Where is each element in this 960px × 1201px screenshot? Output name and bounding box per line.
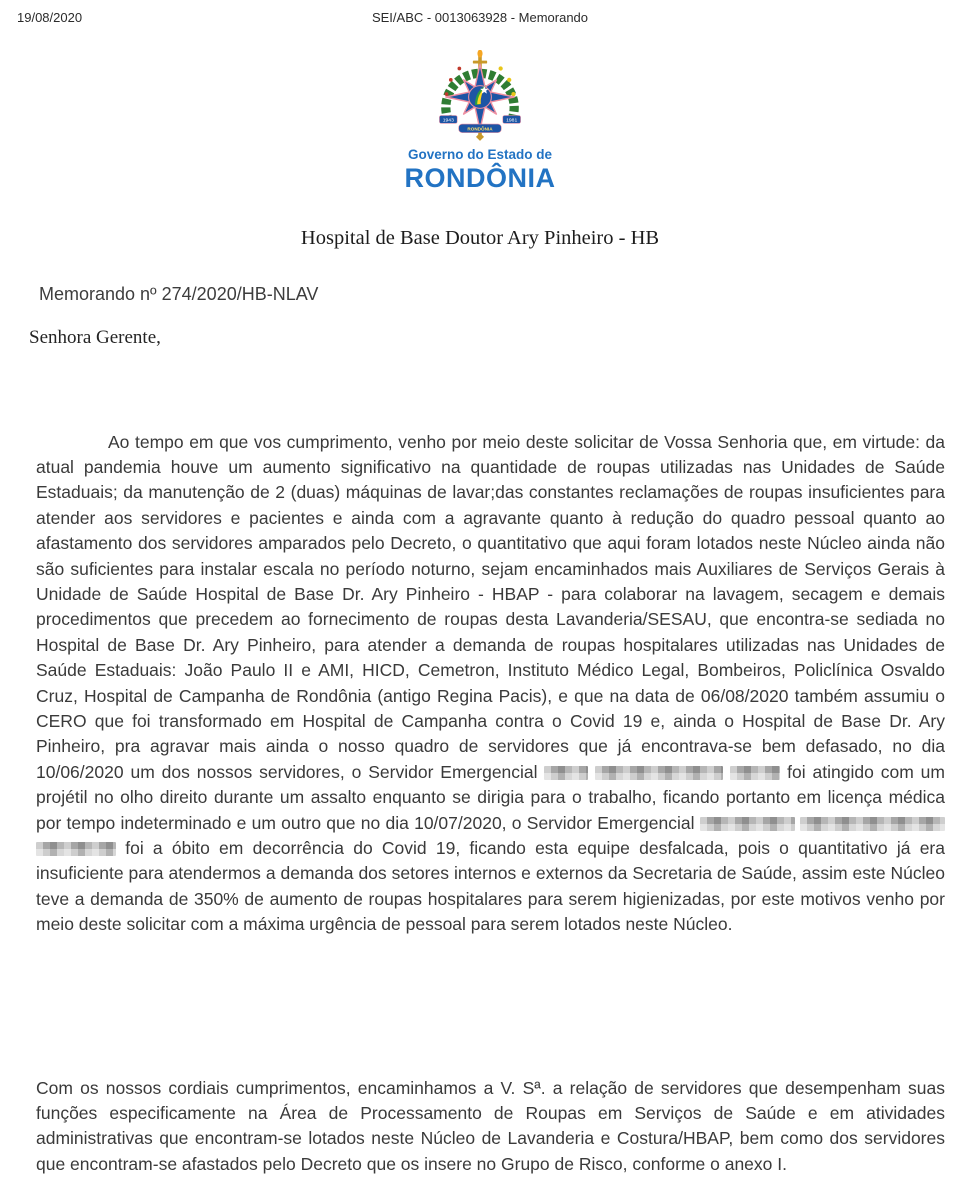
- redacted-name: [700, 817, 795, 831]
- memo-number: Memorando nº 274/2020/HB-NLAV: [39, 284, 319, 304]
- print-document-reference: SEI/ABC - 0013063928 - Memorando: [371, 10, 589, 25]
- letterhead-government-line: Governo do Estado de: [407, 147, 553, 162]
- salutation: Senhora Gerente,: [29, 327, 161, 348]
- letterhead-state-name: RONDÔNIA: [404, 163, 556, 193]
- rondonia-coat-of-arms-icon: [430, 50, 530, 144]
- redacted-name: [800, 817, 945, 831]
- redacted-name: [36, 842, 116, 856]
- organization-title: Hospital de Base Doutor Ary Pinheiro - HB: [300, 227, 660, 249]
- print-date: 19/08/2020: [17, 10, 83, 25]
- emblem-year-right: 1981: [506, 117, 518, 124]
- memo-paragraph-1: Ao tempo em que vos cumprimento, venho por meio deste solicitar de Vossa Senhoria que, em virtude: da atual pandemia houve um aumento significativo na quantidade de roupas utilizadas nas Unidades de Saúde Estaduais; da manutenção de 2 (duas) máquinas de lavar;das constantes reclamações de roupas insuficientes para atender aos servidores e pacientes e ainda com a agravante quanto à redução do quadro pessoal quanto ao afastamento dos servidores amparados pelo Decreto, o quantitativo que aqui foram lotados neste Núcleo ainda não são suficientes para instalar escala no período noturno, sejam encaminhados mais Auxiliares de Serviços Gerais à Unidade de Saúde Hospital de Base Dr. Ary Pinheiro - HBAP - para colaborar na lavagem, secagem e demais procedimentos que precedem ao fornecimento de roupas desta Lavanderia/SESAU, que encontra-se sediada no Hospital de Base Dr. Ary Pinheiro, para atender a demanda de roupas hospitalares utilizadas nas Unidades de Saúde Estaduais: João Paulo II e AMI, HICD, Cemetron, Instituto Médico Legal, Bombeiros, Policlínica Osvaldo Cruz, Hospital de Campanha de Rondônia (antigo Regina Pacis), e que na data de 06/08/2020 também assumiu o CERO que foi transformado em Hospital de Campanha contra o Covid 19 e, ainda o Hospital de Base Dr. Ary Pinheiro, pra agravar mais ainda o nosso quadro de servidores que já encontrava-se bem defasado, no dia 10/06/2020 um dos nossos servidores, o Servidor Emergencial foi atingido com um projétil no olho direito durante um assalto enquanto se dirigia para o trabalho, ficando portanto em licença médica por tempo indeterminado e um outro que no dia 10/07/2020, o Servidor Emergencial foi a óbito em decorrência do Covid 19, ficando esta equipe desfalcada, pois o quantitativo já era insuficiente para atendermos a demanda dos setores internos e externos da Secretaria de Saúde, assim este Núcleo teve a demanda de 350% de aumento de roupas hospitalares para serem higienizadas, por este motivos venho por meio deste solicitar com a máxima urgência de pessoal para serem lotados neste Núcleo.: [36, 431, 945, 935]
- memo-paragraph-2: Com os nossos cordiais cumprimentos, encaminhamos a V. Sª. a relação de servidores que desempenham suas funções especificamente na Área de Processamento de Roupas em Serviços de Saúde e em atividades administrativas que encontram-se lotados neste Núcleo de Lavanderia e Costura/HBAP, bem como dos servidores que encontram-se afastados pelo Decreto que os insere no Grupo de Risco, conforme o anexo I.: [36, 1077, 945, 1174]
- print-header: [0, 10, 960, 28]
- emblem-year-left: 1943: [442, 117, 454, 124]
- redacted-name: [544, 766, 588, 780]
- letterhead: [0, 50, 960, 194]
- redacted-name: [730, 766, 780, 780]
- redacted-name: [595, 766, 723, 780]
- emblem-banner-text: RONDÔNIA: [467, 126, 493, 132]
